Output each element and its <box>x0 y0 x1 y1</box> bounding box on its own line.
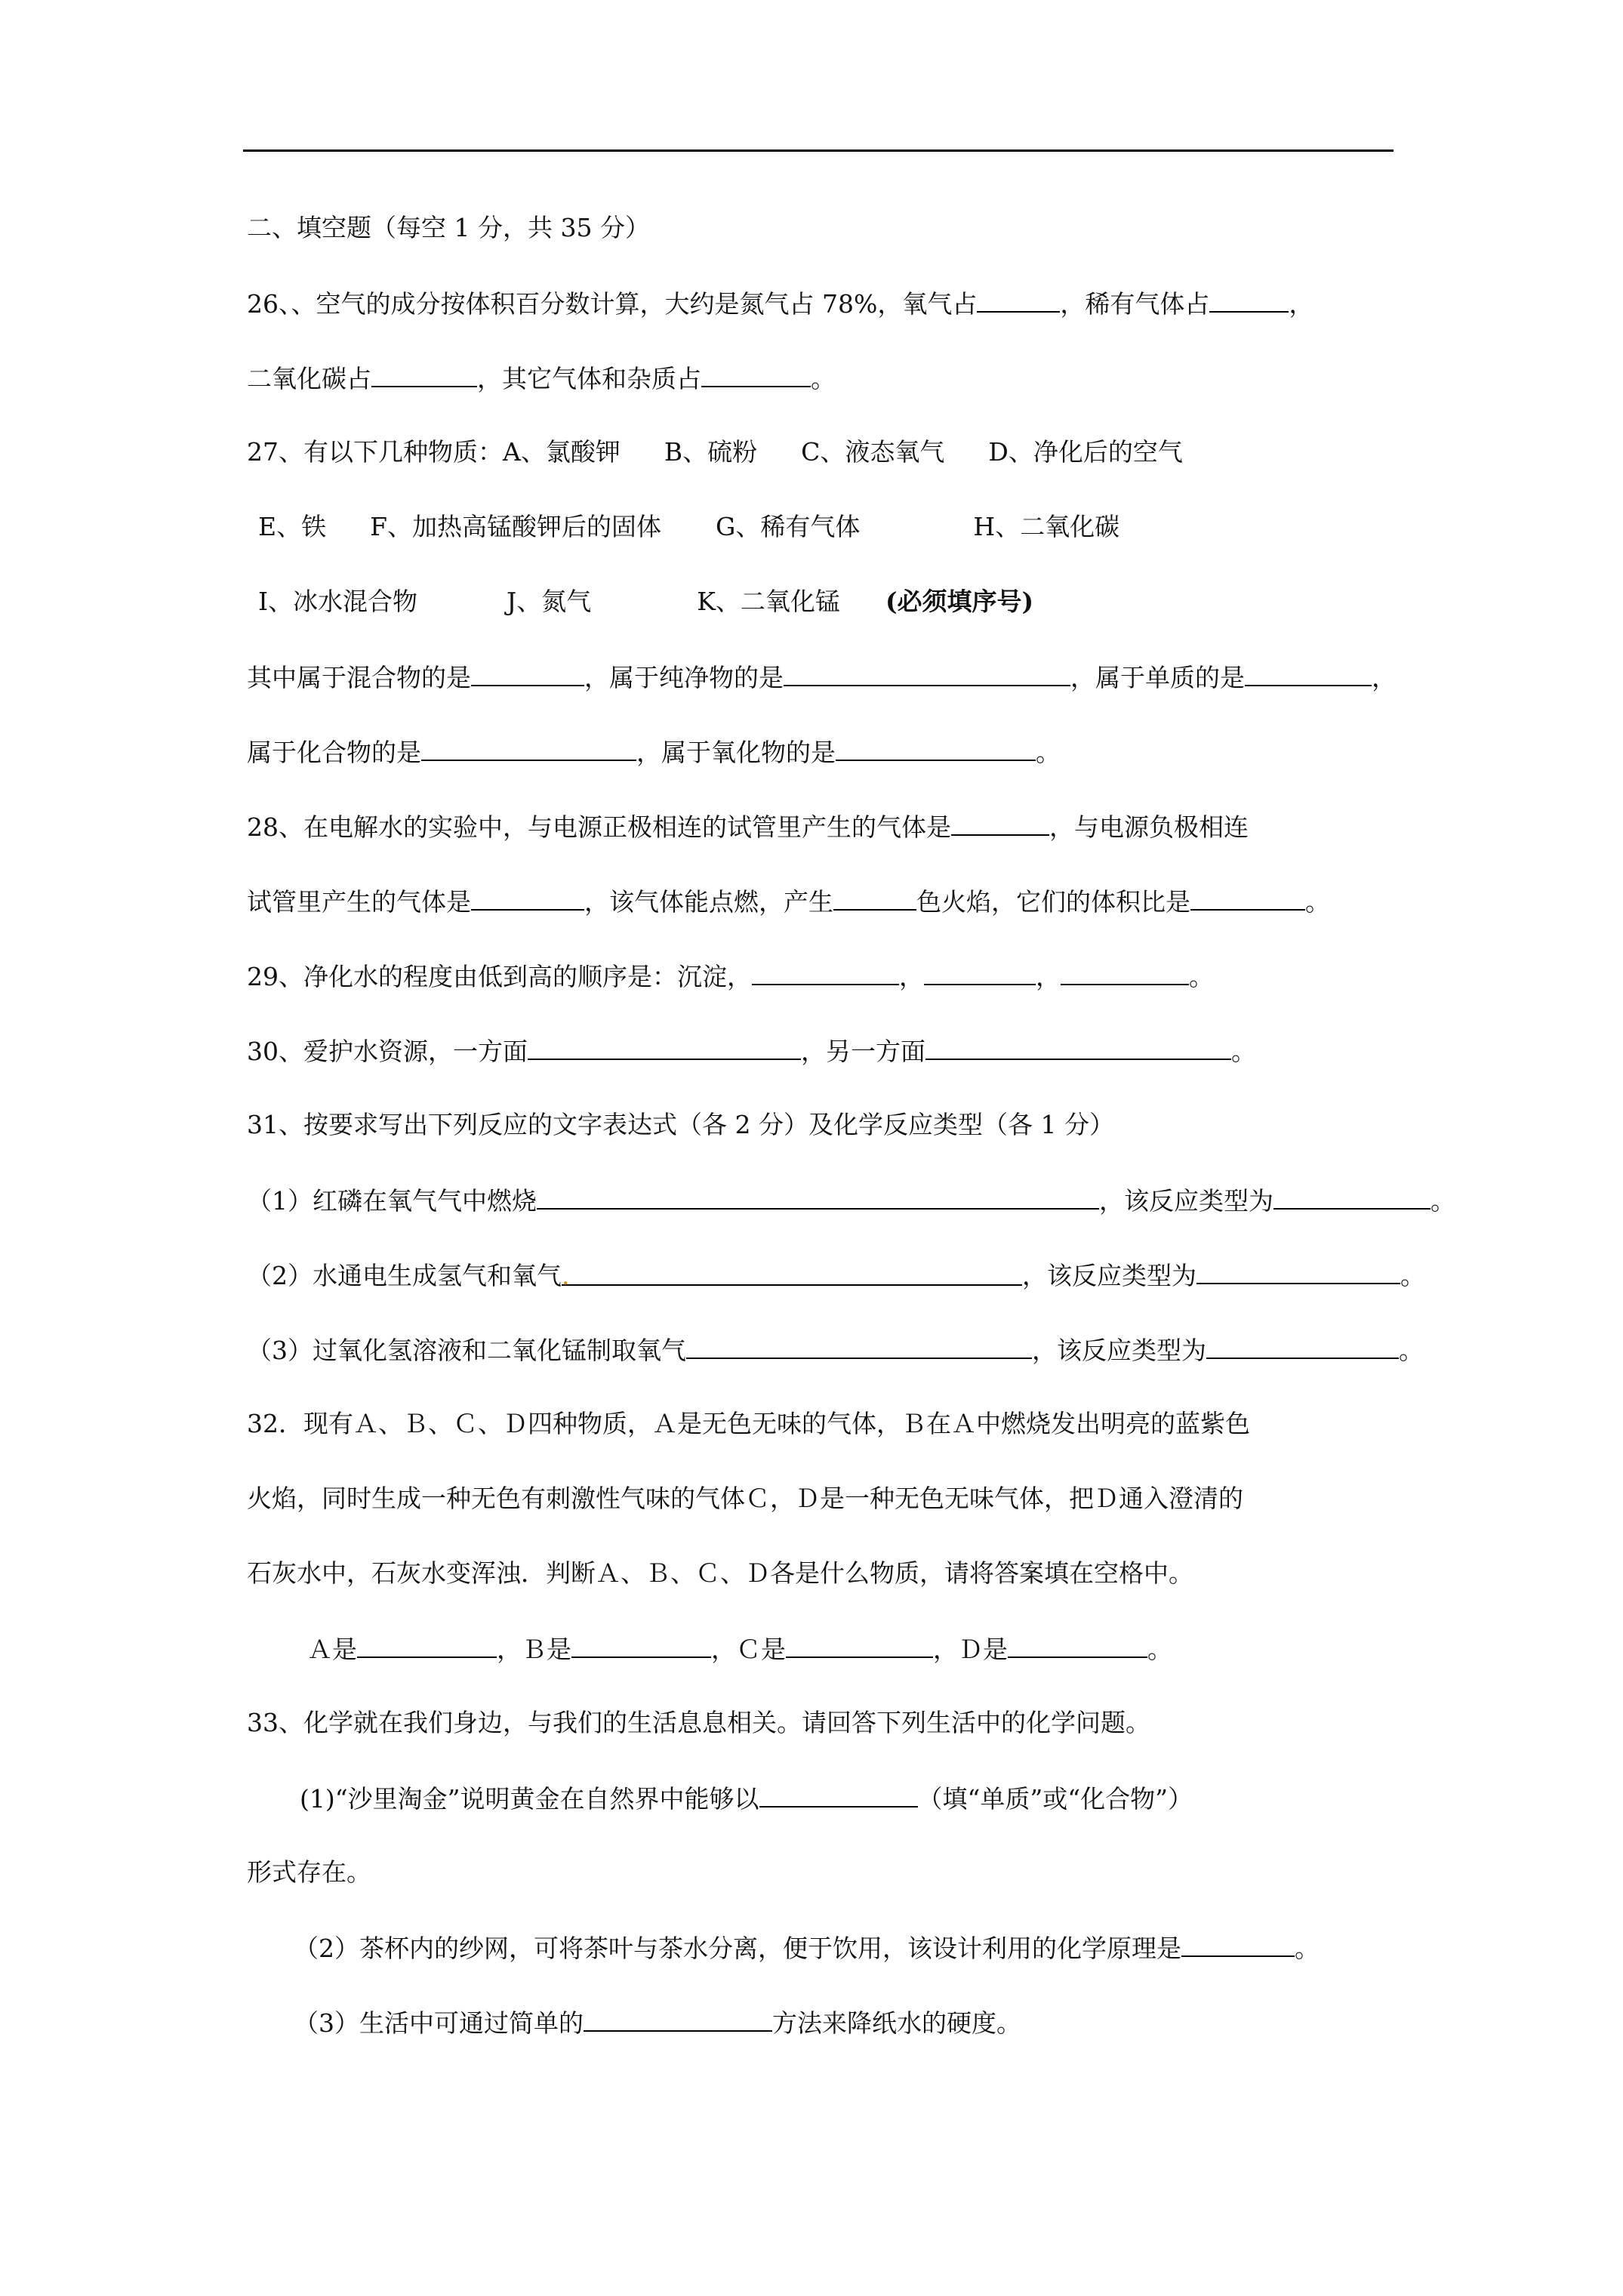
q33-sub-2: （2）茶杯内的纱网，可将茶叶与茶水分离，便于饮用，该设计利用的化学原理是 。 <box>247 1931 1606 2005</box>
q32-line-1: 32．现有Ａ、Ｂ、Ｃ、Ｄ四种物质，Ａ是无色无味的气体，Ｂ在Ａ中燃烧发出明亮的蓝紫色 <box>247 1409 1250 1438</box>
answer-blank[interactable]: . <box>562 1259 1022 1286</box>
answer-blank[interactable] <box>759 1781 918 1808</box>
q28-line-2: 试管里产生的气体是 ，该气体能点燃，产生 色火焰，它们的体积比是 。 <box>247 884 1606 959</box>
answer-blank[interactable] <box>924 959 1036 985</box>
option-i: I、冰水混合物 <box>258 587 418 616</box>
answer-blank[interactable] <box>1190 884 1305 911</box>
answer-blank[interactable] <box>784 660 1070 686</box>
q28-line-1: 28、在电解水的实验中，与电源正极相连的试管里产生的气体是 ，与电源负极相连 <box>247 809 1606 884</box>
answer-blank[interactable] <box>1206 1333 1399 1359</box>
q27-line-2 <box>247 510 1606 585</box>
option-e: E、铁 <box>258 512 327 541</box>
q31-sub-3: （3）过氧化氢溶液和二氧化锰制取氧气 ，该反应类型为 。 <box>247 1333 1606 1407</box>
q31-sub-2: （2）水通电生成氢气和氧气. ，该反应类型为 。 <box>247 1258 1606 1333</box>
answer-blank[interactable] <box>1196 1258 1400 1284</box>
answer-blank[interactable] <box>528 1034 801 1060</box>
answer-blank[interactable] <box>752 959 899 985</box>
option-b: B、硫粉 <box>664 437 758 467</box>
q26-line-2: 二氧化碳占 ，其它气体和杂质占 。 <box>247 361 1606 436</box>
answer-blank[interactable] <box>1245 660 1372 686</box>
answer-blank[interactable] <box>1273 1183 1431 1210</box>
q32-line-2: 火焰，同时生成一种无色有刺激性气味的气体Ｃ，Ｄ是一种无色无味气体，把Ｄ通入澄清的 <box>247 1484 1243 1513</box>
answer-blank-a[interactable] <box>357 1632 497 1658</box>
option-c: C、液态氧气 <box>801 437 945 467</box>
q27-line-5: 属于化合物的是 ，属于氧化物的是 。 <box>247 735 1606 809</box>
option-f: F、加热高锰酸钾后的固体 <box>370 512 661 541</box>
option-k: K、二氧化锰 <box>697 587 840 616</box>
option-a: A、氯酸钾 <box>503 437 621 467</box>
answer-blank[interactable] <box>537 1183 1099 1210</box>
q33-sub-1-cont: 形式存在。 <box>247 1857 371 1887</box>
answer-blank-d[interactable] <box>1008 1632 1147 1658</box>
answer-blank[interactable] <box>1061 959 1189 985</box>
q31-sub-1: （1）红磷在氧气气中燃烧 ，该反应类型为 。 <box>247 1183 1606 1258</box>
answer-blank[interactable] <box>701 361 811 387</box>
answer-blank[interactable] <box>471 884 584 911</box>
answer-blank[interactable] <box>1209 286 1289 313</box>
answer-blank[interactable] <box>951 809 1049 836</box>
q29-line: 29、净化水的程度由低到高的顺序是：沉淀， ， ， 。 <box>247 959 1606 1034</box>
answer-blank[interactable] <box>471 660 584 686</box>
option-j: J、氮气 <box>507 587 592 616</box>
q31-title: 31、按要求写出下列反应的文字表达式（各 2 分）及化学反应类型（各 1 分） <box>247 1110 1114 1139</box>
q27-line-1: 27、有以下几种物质：A、氯酸钾 B、硫粉 C、液态氧气 D、净化后的空气 <box>247 437 1183 467</box>
option-d: D、净化后的空气 <box>988 437 1183 467</box>
option-h: H、二氧化碳 <box>973 512 1120 541</box>
q27-line-3 <box>247 585 1606 660</box>
section-title: 二、填空题（每空 1 分，共 35 分） <box>247 213 650 242</box>
answer-blank-c[interactable] <box>786 1632 933 1658</box>
answer-blank[interactable] <box>584 2005 772 2032</box>
answer-blank[interactable] <box>833 884 916 911</box>
q26-line-1: 26、、空气的成分按体积百分数计算，大约是氮气占 78%，氧气占 ，稀有气体占 ， <box>247 286 1606 361</box>
q30-line: 30、爱护水资源，一方面 ，另一方面 。 <box>247 1034 1606 1108</box>
answer-blank[interactable] <box>1181 1931 1295 1957</box>
header-rule <box>243 149 1394 152</box>
q32-line-3: 石灰水中，石灰水变浑浊．判断Ａ、Ｂ、Ｃ、Ｄ各是什么物质，请将答案填在空格中。 <box>247 1558 1193 1588</box>
q33-sub-3: （3）生活中可通过简单的 方法来降纸水的硬度。 <box>247 2005 1606 2080</box>
q33-sub-1: (1)“沙里淘金”说明黄金在自然界中能够以 （填“单质”或“化合物”） <box>247 1781 1606 1856</box>
exam-page <box>247 211 1606 2080</box>
answer-blank[interactable] <box>421 735 636 761</box>
answer-blank[interactable] <box>977 286 1060 313</box>
answer-blank[interactable] <box>686 1333 1032 1359</box>
q32-answers: Ａ是 ，Ｂ是 ，Ｃ是 ，Ｄ是 。 <box>247 1632 1606 1706</box>
instruction-note: (必须填序号) <box>885 587 1034 616</box>
answer-blank-b[interactable] <box>571 1632 711 1658</box>
answer-blank[interactable] <box>371 361 477 387</box>
q27-line-4: 其中属于混合物的是 ，属于纯净物的是 ，属于单质的是 ， <box>247 660 1606 735</box>
answer-blank[interactable] <box>836 735 1036 761</box>
option-g: G、稀有气体 <box>716 512 861 541</box>
q33-title: 33、化学就在我们身边，与我们的生活息息相关。请回答下列生活中的化学问题。 <box>247 1708 1150 1737</box>
answer-blank[interactable] <box>925 1034 1231 1060</box>
